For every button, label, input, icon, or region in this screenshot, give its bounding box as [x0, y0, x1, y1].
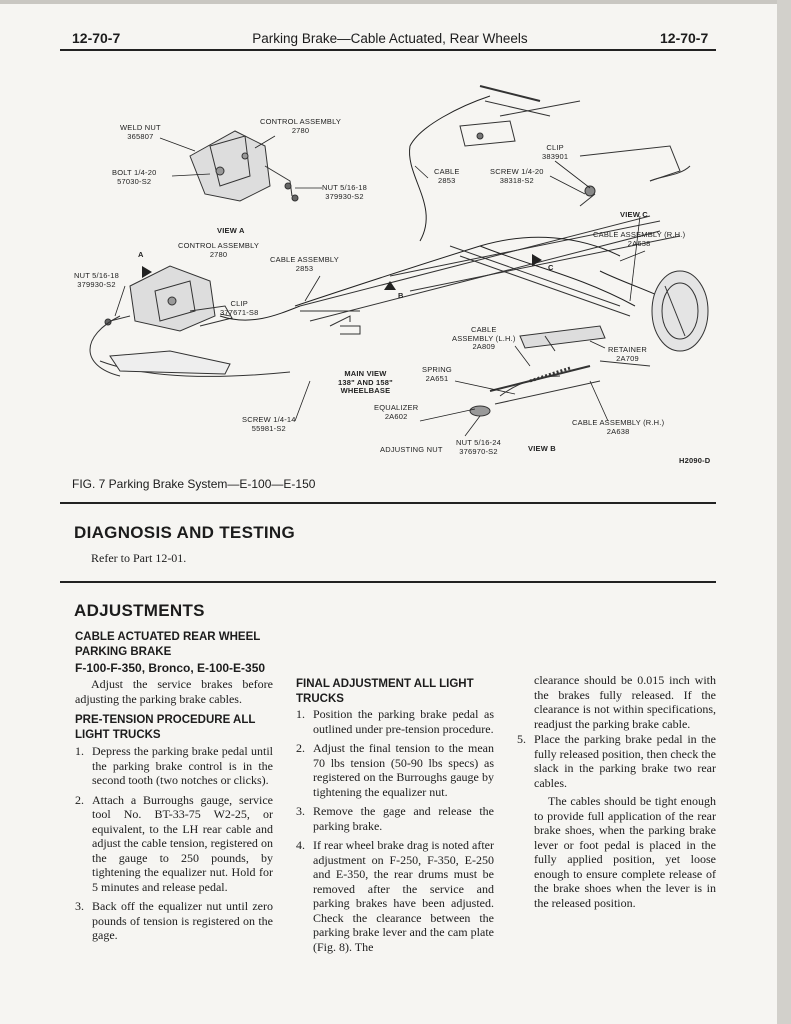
step-number: 1.	[296, 707, 305, 721]
label-clip-383901: CLIP 383901	[542, 143, 569, 161]
label-main-view: MAIN VIEW 138" AND 158" WHEELBASE	[338, 369, 393, 395]
label-weld-nut: WELD NUT 365807	[120, 123, 161, 141]
step-item	[296, 804, 494, 833]
label-cable-rh-top: CABLE ASSEMBLY (R.H.) 2A638	[593, 230, 686, 248]
pretension-heading: PRE-TENSION PROCEDURE ALL LIGHT TRUCKS	[75, 714, 256, 741]
label-view-b: VIEW B	[528, 444, 556, 453]
label-letter-b: B	[398, 291, 404, 300]
top-spring-drawing	[460, 86, 580, 146]
label-nut-516-18-a: NUT 5/16-18 379930-S2	[322, 183, 367, 201]
step-item	[75, 793, 273, 895]
label-adjusting-nut: ADJUSTING NUT	[380, 445, 443, 454]
label-cable-2853-top: CABLE 2853	[434, 167, 460, 185]
figure-code: H2090-D	[679, 456, 711, 465]
caption-rule	[60, 502, 716, 504]
label-view-a: VIEW A	[217, 226, 245, 235]
step-text: If rear wheel brake drag is noted after adjustment on F-250, F-350, E-250 and E-350, the rear drums must be removed after the service and parking brakes have been adjusted. Check the clearance between the parking brake lever and the cam plate (Fig. 8). The	[313, 838, 494, 954]
label-nut-516-24: NUT 5/16-24 376970-S2	[456, 438, 501, 456]
label-letter-c: C	[548, 263, 554, 272]
header-rule	[60, 49, 716, 51]
diagnosis-text: Refer to Part 12-01.	[91, 551, 187, 565]
step-number: 3.	[75, 899, 84, 913]
control-assembly-top-drawing	[190, 131, 298, 201]
label-bolt: BOLT 1/4-20 57030-S2	[112, 168, 157, 186]
label-clip-377671: CLIP 377671-S8	[220, 299, 259, 317]
label-screw-55981: SCREW 1/4-14 55981-S2	[242, 415, 296, 433]
page-title: Parking Brake—Cable Actuated, Rear Wheels	[252, 31, 528, 46]
label-view-c: VIEW C	[620, 210, 648, 219]
label-equalizer: EQUALIZER 2A602	[374, 403, 419, 421]
label-spring: SPRING 2A651	[422, 365, 452, 383]
col3-steps	[517, 732, 716, 795]
step-text: Place the parking brake pedal in the fully released position, then check the slack in the parking brake two rear cables.	[534, 732, 716, 790]
final-adjustment-heading: FINAL ADJUSTMENT ALL LIGHT TRUCKS	[296, 678, 474, 705]
cable-tightness-text: The cables should be tight enough to provide full application of the rear brake shoes, when the parking brake lever or foot pedal is placed in the fully applied position, yet loose enough to ensure complete release of the brake shoes when the lever is in the released position.	[534, 794, 716, 910]
step-number: 1.	[75, 744, 84, 758]
binding-shadow	[777, 0, 791, 1024]
label-screw-38318: SCREW 1/4-20 38318-S2	[490, 167, 544, 185]
step-text: Adjust the final tension to the mean 70 lbs tension (50-90 lbs specs) as registered on the Burroughs gauge by tightening the equalizer nut.	[313, 741, 494, 799]
step-number: 5.	[517, 732, 526, 746]
page-number-right: 12-70-7	[660, 30, 709, 46]
label-control-assembly-a: CONTROL ASSEMBLY 2780	[178, 241, 260, 259]
cable-actuated-subheading: CABLE ACTUATED REAR WHEEL PARKING BRAKE	[75, 631, 261, 658]
page-edge	[0, 0, 791, 4]
step-item	[296, 707, 494, 736]
step-number: 2.	[296, 741, 305, 755]
diagnosis-rule	[60, 581, 716, 583]
step-item	[296, 741, 494, 799]
label-letter-a: A	[138, 250, 144, 259]
step-text: Attach a Burroughs gauge, service tool No. BT-33-75 W2-25, or equivalent, to the LH rear cable and adjust the cable tension, registered on the gauge to 250 pounds, by tightening the equalizer nut. Hold for 5 minutes and release pedal.	[92, 792, 273, 894]
control-assembly-a-drawing	[90, 266, 290, 376]
parking-brake-figure	[60, 76, 710, 468]
step-item	[75, 899, 273, 943]
step-number: 4.	[296, 838, 305, 852]
adjustments-heading: ADJUSTMENTS	[74, 601, 205, 620]
adjustments-intro: Adjust the service brakes before adjusting the parking brake cables.	[75, 677, 273, 706]
page-number-left: 12-70-7	[72, 30, 121, 46]
step-text: Position the parking brake pedal as outlined under pre-tension procedure.	[313, 707, 494, 736]
label-nut-516-18-b: NUT 5/16-18 379930-S2	[74, 271, 119, 289]
final-adjustment-steps	[296, 707, 494, 959]
clearance-text: clearance should be 0.015 inch with the brakes fully released. If the clearance is not within specifications, readjust the parking brake cable.	[534, 673, 716, 731]
figure-caption: FIG. 7 Parking Brake System—E-100—E-150	[72, 477, 316, 491]
step-text: Remove the gage and release the parking brake.	[313, 804, 494, 833]
models-heading: F-100-F-350, Bronco, E-100-E-350	[75, 661, 266, 675]
label-cable-assembly-2853: CABLE ASSEMBLY 2853	[270, 255, 339, 273]
step-item	[517, 732, 716, 790]
step-number: 2.	[75, 792, 84, 807]
view-c-drawing	[580, 146, 690, 206]
label-cable-rh-b: CABLE ASSEMBLY (R.H.) 2A638	[572, 418, 665, 436]
wheel-backing-plate-drawing	[652, 271, 708, 351]
diagnosis-heading: DIAGNOSIS AND TESTING	[74, 523, 296, 542]
step-number: 3.	[296, 804, 305, 818]
label-retainer: RETAINER 2A709	[608, 345, 647, 363]
label-control-assembly-top: CONTROL ASSEMBLY 2780	[260, 117, 342, 135]
step-item	[75, 744, 273, 788]
step-text: Depress the parking brake pedal until the parking brake control is in the second tooth (two notches or clicks).	[92, 744, 273, 787]
label-cable-lh: CABLE ASSEMBLY (L.H.) 2A809	[452, 325, 516, 351]
step-text: Back off the equalizer nut until zero pounds of tension is registered on the gage.	[92, 899, 273, 942]
pretension-steps	[75, 744, 273, 948]
step-item	[296, 838, 494, 954]
